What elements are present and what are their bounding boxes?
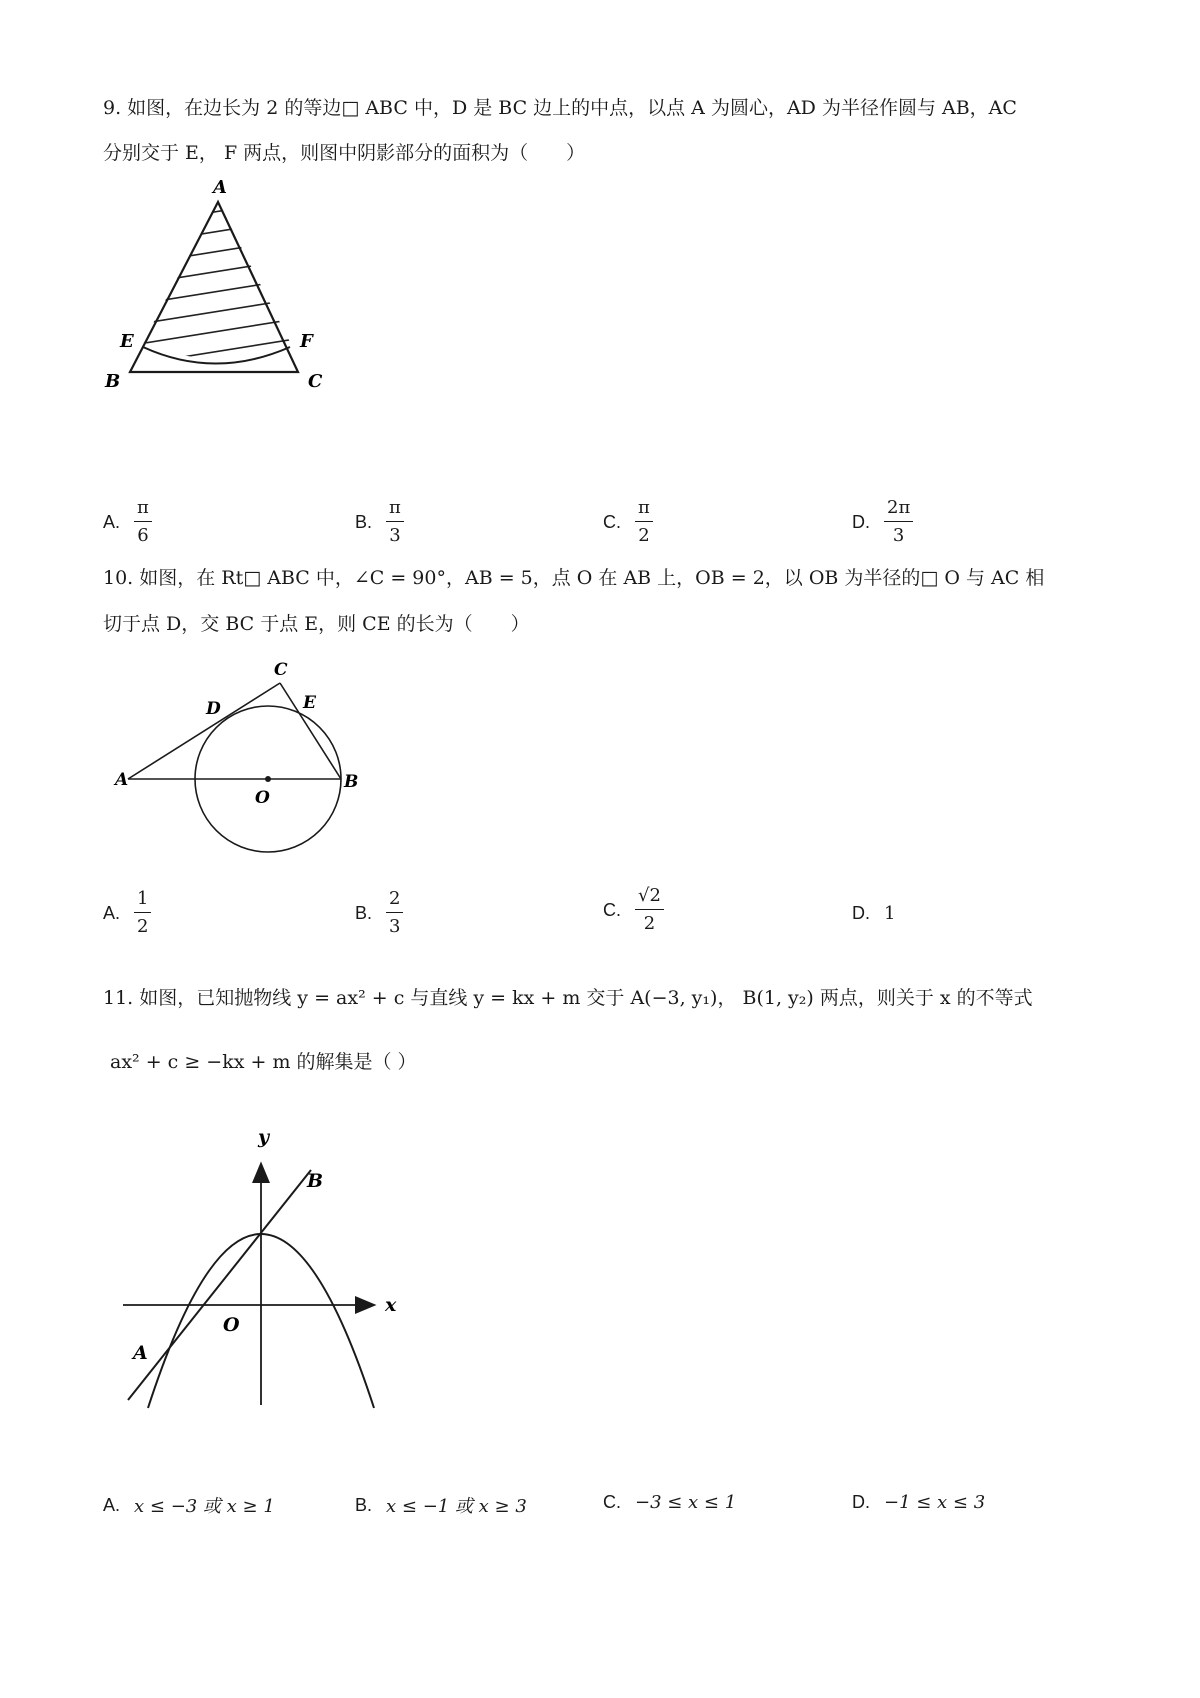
fraction: $\frac{\pi}{2}$ — [635, 497, 653, 547]
option-text: 1 — [884, 903, 896, 924]
option-label: C. — [603, 899, 621, 920]
q10-option-b[interactable] — [355, 888, 403, 938]
option-text: x ≤ −3 或 x ≥ 1 — [134, 1496, 275, 1517]
q10-label-O: O — [255, 788, 270, 808]
option-label: D. — [852, 511, 870, 532]
q9-label-A: A — [213, 177, 227, 198]
q9-stem-line2: 分别交于 E， F 两点，则图中阴影部分的面积为（ ） — [103, 142, 586, 164]
q10-center-dot — [265, 776, 271, 782]
q9-label-B: B — [105, 371, 121, 392]
q10-stem-line1: 10. 如图，在 Rt□ ABC 中，∠C = 90°，AB = 5，点 O 在 AB 上，OB = 2，以 OB 为半径的□ O 与 AC 相 — [103, 567, 1045, 589]
option-label: B. — [355, 1494, 373, 1515]
option-text: x ≤ −1 或 x ≥ 3 — [386, 1496, 527, 1517]
fraction: $\frac{2}{3}$ — [386, 888, 403, 938]
q9-figure — [100, 175, 340, 400]
q10-figure — [110, 655, 370, 870]
q11-label-O: O — [223, 1314, 240, 1336]
fraction: $\frac{\pi}{6}$ — [134, 497, 152, 547]
fraction: $\frac{2\pi}{3}$ — [884, 497, 913, 547]
option-label: B. — [355, 902, 373, 923]
q10-label-A: A — [115, 770, 129, 790]
q10-label-E: E — [303, 693, 316, 713]
q9-stem-line1: 9. 如图，在边长为 2 的等边□ ABC 中，D 是 BC 边上的中点，以点 A 为圆心，AD 为半径作圆与 AB，AC — [103, 97, 1017, 119]
q9-option-d[interactable] — [852, 497, 913, 547]
q9-label-C: C — [308, 371, 323, 392]
q10-label-B: B — [344, 772, 359, 792]
q9-label-F: F — [300, 331, 313, 352]
q9-option-b[interactable] — [355, 497, 404, 547]
q11-figure — [115, 1105, 415, 1425]
q11-stem-line1: 11. 如图，已知抛物线 y = ax² + c 与直线 y = kx + m 交于 A(−3, y₁)， B(1, y₂) 两点，则关于 x 的不等式 — [103, 987, 1033, 1009]
option-label: D. — [852, 903, 870, 923]
q9-arc — [143, 347, 290, 364]
q11-stem-line2: ax² + c ≥ −kx + m 的解集是（ ） — [110, 1051, 417, 1073]
q11-label-y: y — [258, 1126, 270, 1148]
q11-label-A: A — [133, 1342, 148, 1364]
q11-label-B: B — [307, 1170, 324, 1192]
q10-option-c[interactable] — [603, 885, 664, 935]
fraction: $\frac{\pi}{3}$ — [386, 497, 404, 547]
q9-triangle — [130, 202, 298, 372]
q10-label-D: D — [206, 699, 221, 719]
q11-label-x: x — [385, 1294, 397, 1316]
option-label: A. — [103, 1494, 121, 1515]
q9-label-E: E — [120, 331, 134, 352]
q10-option-d[interactable] — [852, 903, 895, 924]
q10-stem-line2: 切于点 D，交 BC 于点 E，则 CE 的长为（ ） — [103, 613, 530, 635]
option-label: C. — [603, 1492, 621, 1512]
q11-option-c[interactable] — [603, 1492, 736, 1513]
q10-segment-ac — [128, 683, 280, 779]
q11-option-b[interactable] — [355, 1492, 527, 1518]
q10-option-a[interactable] — [103, 888, 151, 938]
q9-option-a[interactable] — [103, 497, 152, 547]
q11-option-d[interactable] — [852, 1492, 985, 1513]
q9-option-c[interactable] — [603, 497, 653, 547]
option-label: B. — [355, 511, 373, 532]
option-label: A. — [103, 511, 121, 532]
option-text: −3 ≤ x ≤ 1 — [635, 1492, 737, 1513]
option-label: A. — [103, 902, 121, 923]
q10-label-C: C — [274, 660, 288, 680]
fraction: $\frac{√2}{2}$ — [635, 885, 664, 935]
q9-hatching — [120, 195, 320, 387]
option-label: D. — [852, 1492, 870, 1512]
q11-option-a[interactable] — [103, 1492, 275, 1518]
option-label: C. — [603, 511, 621, 532]
q11-line — [128, 1170, 311, 1400]
option-text: −1 ≤ x ≤ 3 — [884, 1492, 986, 1513]
fraction: $\frac{1}{2}$ — [134, 888, 151, 938]
